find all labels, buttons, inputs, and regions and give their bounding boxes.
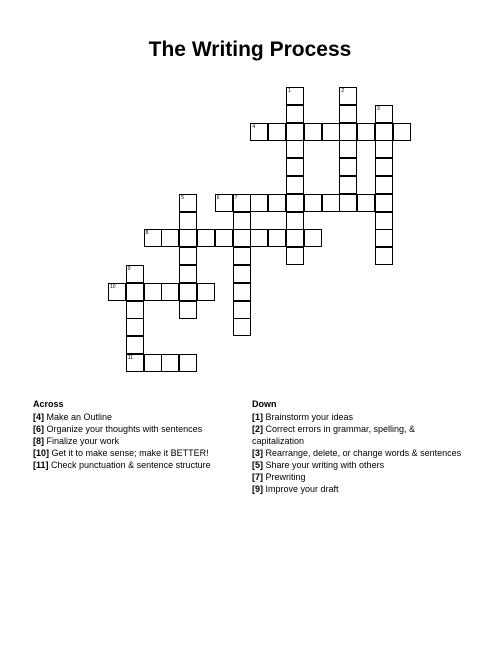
- grid-cell[interactable]: [339, 194, 357, 212]
- grid-cell[interactable]: [108, 283, 126, 301]
- cell-number: 2: [341, 88, 345, 94]
- grid-cell[interactable]: [179, 229, 197, 247]
- cell-number: 6: [216, 194, 220, 201]
- grid-cell[interactable]: [304, 229, 322, 247]
- grid-cell[interactable]: [375, 158, 393, 176]
- clue-down-1: [1] Brainstorm your ideas: [252, 412, 354, 422]
- clue-down-2-cont: capitalization: [252, 436, 305, 446]
- clue-down-3: [3] Rearrange, delete, or change words & sentences: [252, 448, 462, 458]
- grid-cell[interactable]: [375, 247, 393, 265]
- cell-number: 10: [110, 283, 116, 290]
- grid-cell[interactable]: [233, 318, 251, 336]
- grid-cell[interactable]: [375, 176, 393, 194]
- grid-cell[interactable]: [339, 105, 357, 123]
- grid-cell[interactable]: [375, 140, 393, 158]
- grid-cell[interactable]: [233, 265, 251, 283]
- grid-cell[interactable]: [304, 194, 322, 212]
- grid-cell[interactable]: [286, 176, 304, 194]
- grid-cell[interactable]: [179, 194, 197, 212]
- grid-cell[interactable]: [144, 354, 162, 372]
- puzzle-title: The Writing Process: [148, 38, 352, 61]
- grid-cell[interactable]: [304, 123, 322, 141]
- grid-cell[interactable]: [179, 265, 197, 283]
- grid-cell[interactable]: [126, 265, 144, 283]
- grid-cell[interactable]: [286, 123, 304, 141]
- clue-across-6: [6] Organize your thoughts with sentences: [33, 424, 203, 434]
- grid-cell[interactable]: [339, 158, 357, 176]
- grid-cell[interactable]: [286, 212, 304, 230]
- grid-cell[interactable]: [126, 301, 144, 319]
- down-clues: [252, 398, 472, 495]
- grid-cell[interactable]: [339, 176, 357, 194]
- grid-cell[interactable]: [197, 283, 215, 301]
- grid-cell[interactable]: [339, 87, 357, 105]
- clue-across-4: [4] Make an Outline: [33, 412, 113, 422]
- grid-cell[interactable]: [268, 229, 286, 247]
- grid-cell[interactable]: [375, 194, 393, 212]
- grid-cell[interactable]: [250, 123, 268, 141]
- grid-cell[interactable]: [144, 229, 162, 247]
- grid-cell[interactable]: [286, 87, 304, 105]
- grid-cell[interactable]: [375, 229, 393, 247]
- grid-cell[interactable]: [322, 123, 340, 141]
- grid-cell[interactable]: [375, 105, 393, 123]
- grid-cell[interactable]: [286, 247, 304, 265]
- grid-cell[interactable]: [179, 247, 197, 265]
- grid-cell[interactable]: [268, 123, 286, 141]
- grid-cell[interactable]: [339, 123, 357, 141]
- grid-cell[interactable]: [268, 194, 286, 212]
- grid-cell[interactable]: [179, 283, 197, 301]
- grid-cell[interactable]: [161, 229, 179, 247]
- grid-cell[interactable]: [286, 140, 304, 158]
- grid-cell[interactable]: [233, 247, 251, 265]
- grid-cell[interactable]: [375, 123, 393, 141]
- clue-down-7: [7] Prewriting: [252, 472, 306, 482]
- across-clues: [33, 398, 233, 471]
- cell-number: 1: [288, 88, 291, 94]
- grid-cell[interactable]: [286, 194, 304, 212]
- grid-cell[interactable]: [215, 194, 233, 212]
- grid-cell[interactable]: [322, 194, 340, 212]
- grid-cell[interactable]: [161, 283, 179, 301]
- clue-across-8: [8] Finalize your work: [33, 436, 120, 446]
- grid-cell[interactable]: [179, 301, 197, 319]
- cell-number: 9: [127, 266, 131, 272]
- cell-number: 11: [127, 355, 133, 361]
- grid-cell[interactable]: [126, 336, 144, 354]
- grid-cell[interactable]: [215, 229, 233, 247]
- grid-cell[interactable]: [339, 140, 357, 158]
- grid-cell[interactable]: [250, 194, 268, 212]
- cell-number: 5: [181, 194, 184, 201]
- grid-cell[interactable]: [233, 229, 251, 247]
- down-heading: Down: [252, 399, 277, 409]
- clue-down-5: [5] Share your writing with others: [252, 460, 385, 470]
- clue-down-9: [9] Improve your draft: [252, 484, 339, 494]
- grid-cell[interactable]: [233, 212, 251, 230]
- grid-cell[interactable]: [357, 194, 375, 212]
- grid-cell[interactable]: [233, 283, 251, 301]
- clue-down-2: [2] Correct errors in grammar, spelling, &: [252, 424, 416, 434]
- grid-cell[interactable]: [233, 301, 251, 319]
- grid-cell[interactable]: [126, 283, 144, 301]
- grid-cell[interactable]: [286, 158, 304, 176]
- across-heading: Across: [33, 399, 64, 409]
- grid-cell[interactable]: [126, 354, 144, 372]
- grid-cell[interactable]: [179, 354, 197, 372]
- clue-across-11: [11] Check punctuation & sentence structure: [33, 460, 211, 470]
- grid-cell[interactable]: [161, 354, 179, 372]
- grid-cell[interactable]: [179, 212, 197, 230]
- grid-cell[interactable]: [357, 123, 375, 141]
- grid-cell[interactable]: [144, 283, 162, 301]
- grid-cell[interactable]: [393, 123, 411, 141]
- cell-number: 3: [377, 105, 380, 112]
- grid-cell[interactable]: [286, 229, 304, 247]
- grid-cell[interactable]: [126, 318, 144, 336]
- grid-cell[interactable]: [233, 194, 251, 212]
- clue-across-10: [10] Get it to make sense; make it BETTER!: [33, 448, 209, 458]
- grid-cell[interactable]: [375, 212, 393, 230]
- cell-number: 7: [234, 194, 238, 201]
- grid-cell[interactable]: [286, 105, 304, 123]
- cell-number: 8: [145, 230, 149, 237]
- grid-cell[interactable]: [250, 229, 268, 247]
- cell-number: 4: [252, 123, 256, 130]
- grid-cell[interactable]: [197, 229, 215, 247]
